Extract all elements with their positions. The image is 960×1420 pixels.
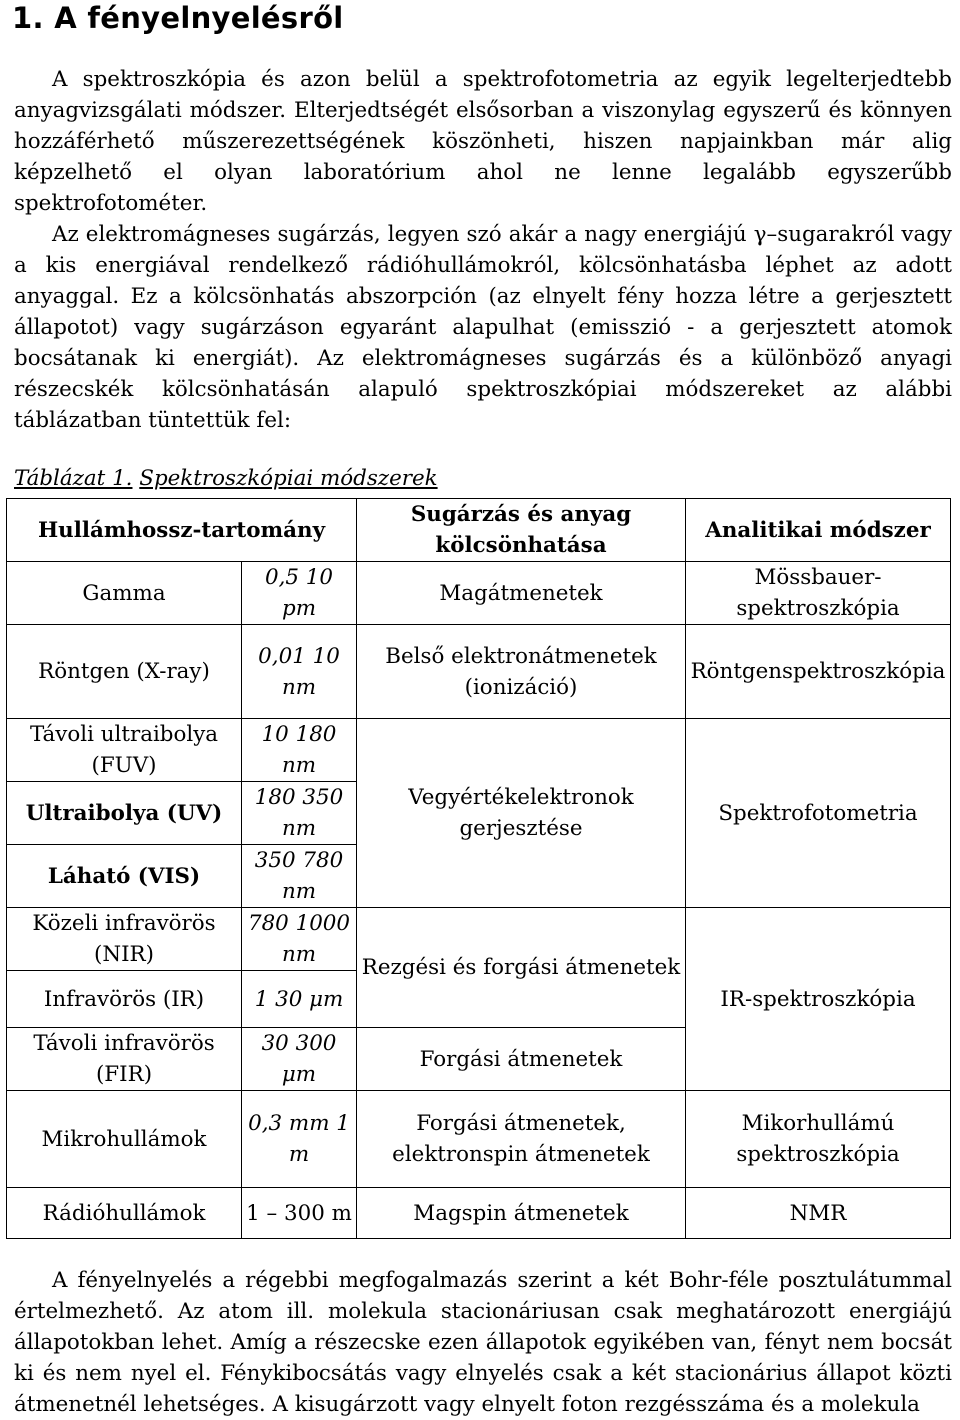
wavelength-cell: 180 350 nm: [242, 782, 357, 845]
table-caption-text: Spektroszkópiai módszerek: [139, 466, 438, 491]
wavelength-cell: 780 1000 nm: [242, 908, 357, 971]
range-name-cell: Közeli infravörös (NIR): [7, 908, 242, 971]
range-name-cell: Mikrohullámok: [7, 1091, 242, 1188]
table-caption-label: Táblázat 1.: [14, 466, 133, 491]
interaction-cell-valence: Vegyértékelektronok gerjesztése: [357, 719, 686, 908]
range-name-cell: Távoli infravörös (FIR): [7, 1028, 242, 1091]
interaction-cell: Forgási átmenetek: [357, 1028, 686, 1091]
wavelength-cell: 0,5 10 pm: [242, 562, 357, 625]
range-name-cell: Röntgen (X-ray): [7, 625, 242, 719]
method-cell: NMR: [686, 1188, 951, 1239]
range-name-cell: Ultraibolya (UV): [7, 782, 242, 845]
table-row-nir: [7, 908, 951, 971]
wavelength-cell: 30 300 μm: [242, 1028, 357, 1091]
table-row-radio: [7, 1188, 951, 1239]
method-cell: Mikorhullámú spektroszkópia: [686, 1091, 951, 1188]
table-caption: [14, 463, 438, 494]
intro-paragraph: A spektroszkópia és azon belül a spektrofotometria az egyik legelterjedtebb anyagvizsgálati módszer. Elterjedtségét elsősorban a viszonylag egyszerű és könnyen hozzáférhető műszerezettségének köszönheti, hiszen napjainkban már alig képzelhető el olyan laboratórium ahol ne lenne legalább egyszerűbb spektrofotométer.: [14, 67, 952, 216]
interaction-paragraph: Az elektromágneses sugárzás, legyen szó akár a nagy energiájú γ–sugarakról vagy a kis energiával rendelkező rádióhullámokról, kölcsönhatásba léphet az adott anyaggal. Ez a kölcsönhatás abszorpción (az elnyelt fény hozza létre a gerjesztett állapotot) vagy sugárzáson egyaránt alapulhat (emisszió - a gerjesztett atomok bocsátanak ki energiát). Az elektromágneses sugárzás és a különböző anyagi részecskék kölcsönhatásán alapuló spektroszkópiai módszereket az alábbi táblázatban tüntettük fel:: [14, 222, 952, 433]
range-name-cell: Infravörös (IR): [7, 971, 242, 1028]
range-name-cell: Láható (VIS): [7, 845, 242, 908]
wavelength-cell: 1 – 300 m: [242, 1188, 357, 1239]
table-row-xray: [7, 625, 951, 719]
interaction-cell: Belső elektronátmenetek (ionizáció): [357, 625, 686, 719]
interaction-cell: Forgási átmenetek, elektronspin átmenetek: [357, 1091, 686, 1188]
wavelength-cell: 10 180 nm: [242, 719, 357, 782]
method-cell: Mössbauer-spektroszkópia: [686, 562, 951, 625]
header-wavelength-range: Hullámhossz-tartomány: [7, 499, 357, 562]
range-name-cell: Gamma: [7, 562, 242, 625]
table-row-gamma: [7, 562, 951, 625]
spectroscopy-methods-table: [6, 498, 951, 1239]
wavelength-cell: 1 30 μm: [242, 971, 357, 1028]
table-row-micro: [7, 1091, 951, 1188]
table-row-fuv: [7, 719, 951, 782]
method-cell-ir: IR-spektroszkópia: [686, 908, 951, 1091]
interaction-cell: Magspin átmenetek: [357, 1188, 686, 1239]
range-name-cell: Rádióhullámok: [7, 1188, 242, 1239]
wavelength-cell: 350 780 nm: [242, 845, 357, 908]
header-method: Analitikai módszer: [686, 499, 951, 562]
interaction-cell-vibration: Rezgési és forgási átmenetek: [357, 908, 686, 1028]
interaction-cell: Magátmenetek: [357, 562, 686, 625]
method-cell-spectrophotometry: Spektrofotometria: [686, 719, 951, 908]
table-header-row: [7, 499, 951, 562]
section-heading: 1. A fényelnyelésről: [12, 1, 344, 35]
method-cell: Röntgenspektroszkópia: [686, 625, 951, 719]
wavelength-cell: 0,3 mm 1 m: [242, 1091, 357, 1188]
header-interaction: Sugárzás és anyag kölcsönhatása: [357, 499, 686, 562]
wavelength-cell: 0,01 10 nm: [242, 625, 357, 719]
range-name-cell: Távoli ultraibolya (FUV): [7, 719, 242, 782]
bohr-paragraph: A fényelnyelés a régebbi megfogalmazás szerint a két Bohr-féle posztulátummal értelmezhető. Az atom ill. molekula stacionáriusan csak meghatározott energiájú állapotokban lehet. Amíg a részecske ezen állapotok egyikében van, fényt nem bocsát ki és nem nyel el. Fénykibocsátás vagy elnyelés csak a két stacionárius állapot közti átmenetnél lehetséges. A kisugárzott vagy elnyelt foton rezgésszáma és a molekula: [14, 1268, 952, 1417]
